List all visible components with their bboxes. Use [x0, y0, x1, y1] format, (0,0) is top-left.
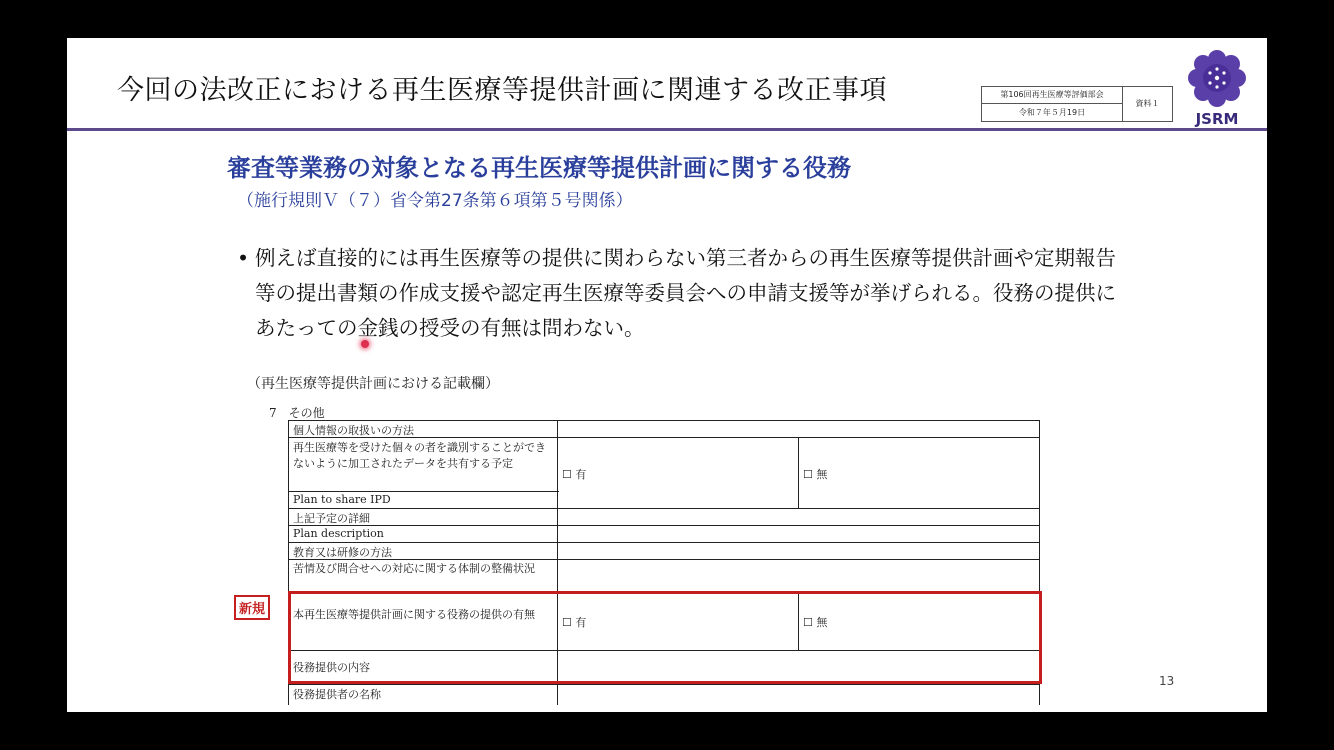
table-row [288, 592, 1040, 651]
form-section-label: 7 その他 [269, 406, 325, 420]
material-number: 資料１ [1135, 99, 1160, 108]
page-number: 13 [1159, 674, 1175, 688]
new-badge: 新規 [234, 595, 270, 620]
section-subheading: （施行規則Ｖ（７）省令第27条第６項第５号関係） [237, 191, 633, 211]
row-label: 苦情及び問合せへの対応に関する体制の整備状況 [288, 560, 558, 593]
table-row [288, 525, 1040, 543]
row-value [558, 685, 1040, 705]
laser-pointer-dot [361, 340, 369, 348]
yes-checkbox: ☐ 有 [562, 467, 587, 481]
table-row [288, 650, 1040, 685]
bullet-mark: • [237, 246, 250, 270]
row-value [558, 526, 1040, 543]
table-row [288, 684, 1040, 705]
logo-text: JSRM [1195, 110, 1239, 128]
row-label: 上記予定の詳細 [288, 509, 558, 526]
section-heading: 審査等業務の対象となる再生医療等提供計画に関する役務 [227, 154, 851, 182]
row-option-no [799, 438, 1040, 509]
form-caption: （再生医療等提供計画における記載欄） [247, 376, 499, 392]
row-label: 教育又は研修の方法 [288, 543, 558, 560]
jsrm-logo [1185, 48, 1249, 130]
row-label: 本再生医療等提供計画に関する役務の提供の有無 [288, 593, 558, 651]
row-value [558, 651, 1040, 685]
row-label: 役務提供の内容 [288, 651, 558, 685]
slide [67, 38, 1267, 712]
row-value [558, 509, 1040, 526]
row-label: 役務提供者の名称 [288, 685, 558, 705]
table-row [288, 437, 1040, 509]
row-label: Plan description [288, 526, 558, 543]
table-row [288, 508, 1040, 526]
document-meta-box [981, 86, 1173, 122]
slide-title: 今回の法改正における再生医療等提供計画に関連する改正事項 [117, 75, 887, 106]
row-option-no [799, 593, 1040, 651]
row-value [558, 560, 1040, 593]
jsrm-flower-logo-icon [1185, 48, 1249, 110]
table-row [288, 542, 1040, 560]
no-checkbox: ☐ 無 [803, 467, 828, 481]
table-row [288, 420, 1040, 438]
row-value [558, 421, 1040, 438]
row-label [288, 438, 558, 509]
row-option-yes [558, 438, 799, 509]
meeting-date: 令和７年５月19日 [982, 104, 1123, 121]
row-label-en: Plan to share IPD [289, 491, 559, 508]
no-checkbox: ☐ 無 [803, 616, 828, 629]
row-label-ja: 再生医療等を受けた個々の者を識別することができないように加工されたデータを共有する予定 [293, 441, 546, 470]
row-option-yes [558, 593, 799, 651]
bullet-text: 例えば直接的には再生医療等の提供に関わらない第三者からの再生医療等提供計画や定期報告等の提出書類の作成支援や認定再生医療等委員会への申請支援等が挙げられる。役務の提供にあたっての金銭の授受の有無は問わない。 [255, 246, 1116, 340]
yes-checkbox: ☐ 有 [562, 616, 587, 629]
meeting-name: 第106回再生医療等評価部会 [982, 87, 1123, 104]
row-value [558, 543, 1040, 560]
table-row [288, 559, 1040, 593]
title-divider [67, 128, 1267, 131]
row-label: 個人情報の取扱いの方法 [288, 421, 558, 438]
